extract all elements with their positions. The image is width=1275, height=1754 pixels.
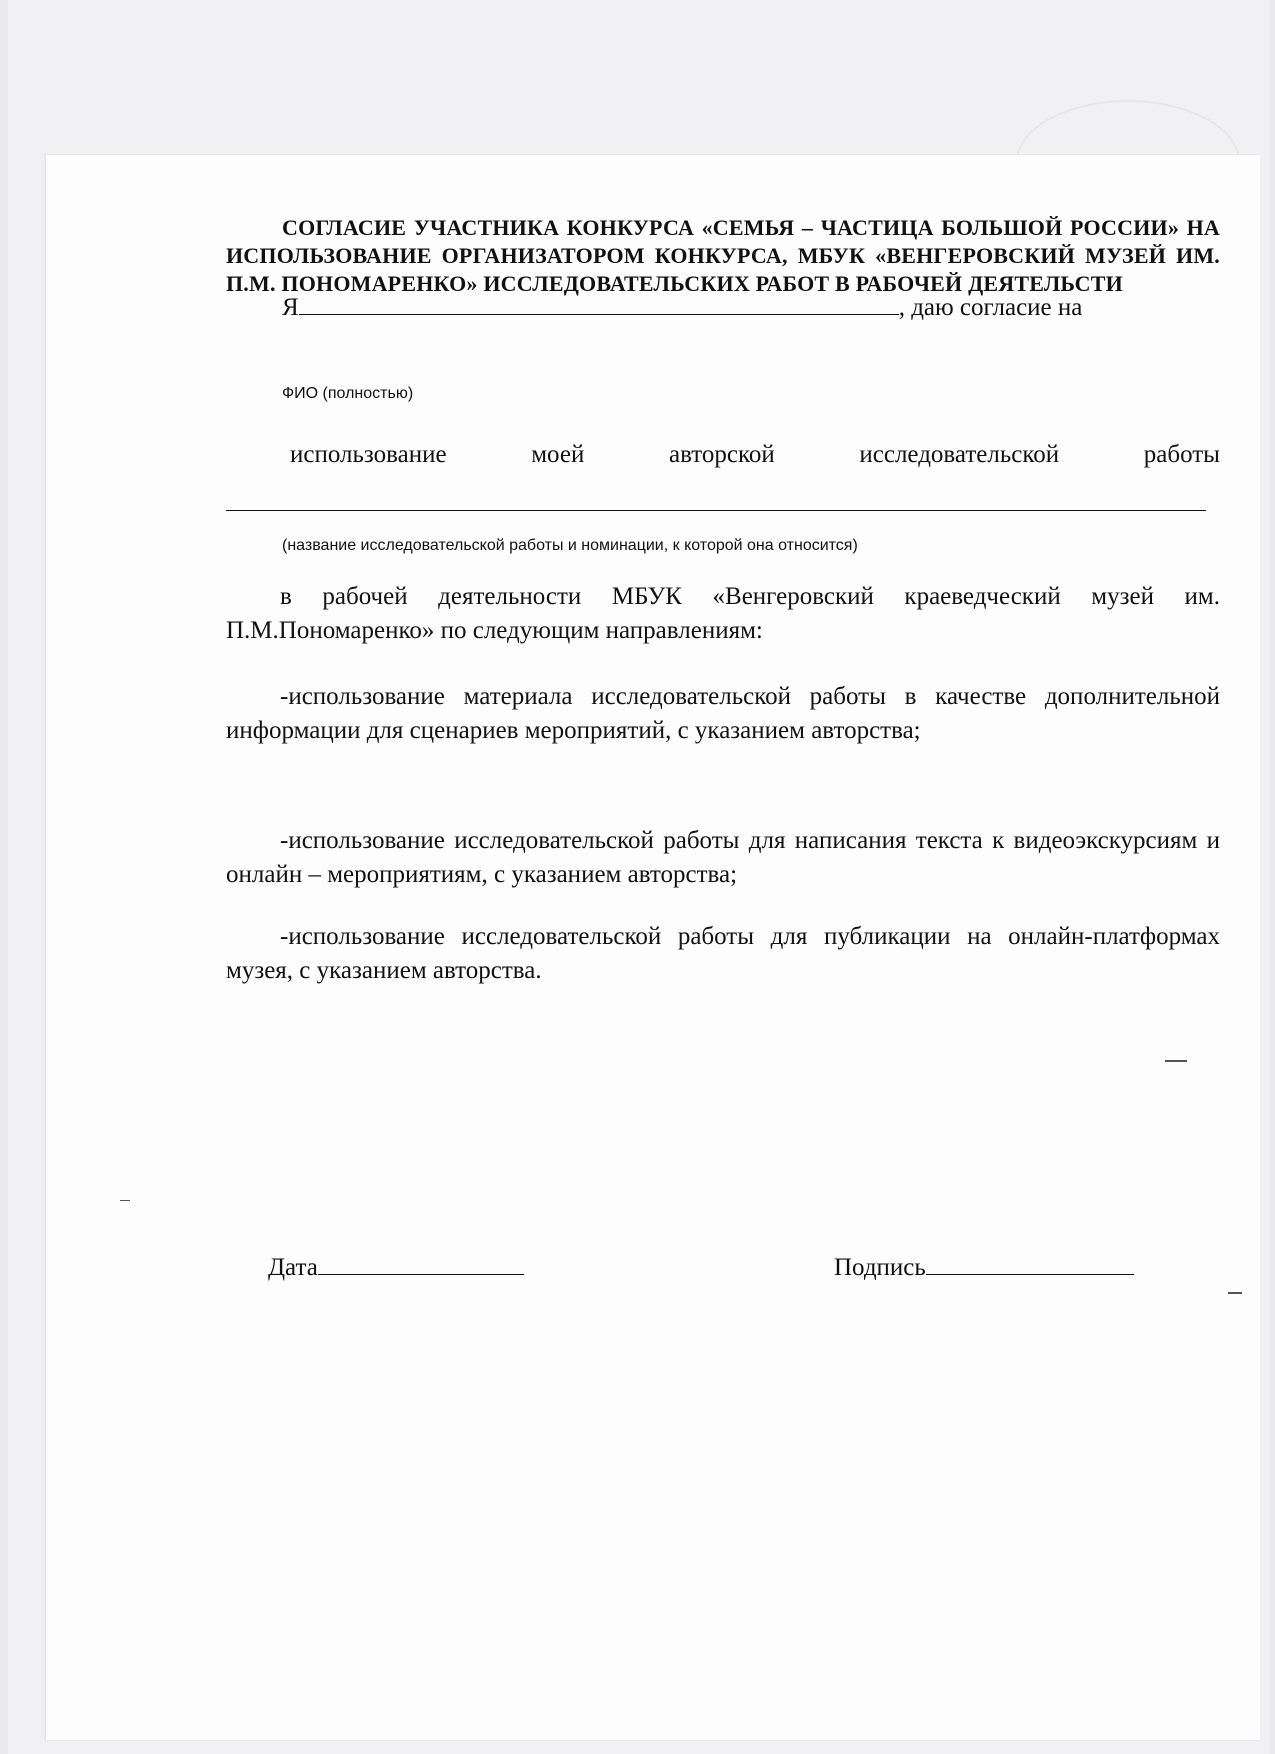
consent-line [282,292,1082,323]
scan-speck [120,1200,130,1201]
signature-label: Подпись [834,1254,926,1281]
scan-speck [1228,1292,1242,1294]
usage-word-3: авторской [668,441,775,468]
paragraph-item-1 [226,680,1220,748]
paragraph-item-2 [226,824,1220,892]
paragraph-intro [226,580,1220,648]
para-item3-text: -использование исследовательской работы для публикации на онлайн-платформах музея, с указанием авторства. [226,923,1220,984]
usage-line [290,440,1220,470]
scan-speck [1165,1060,1187,1062]
date-label: Дата [268,1254,318,1281]
usage-word-5: работы [1143,441,1220,468]
signature-field [834,1252,1134,1283]
title-text: СОГЛАСИЕ УЧАСТНИКА КОНКУРСА «СЕМЬЯ – ЧАСТИЦА БОЛЬШОЙ РОССИИ» НА ИСПОЛЬЗОВАНИЕ ОРГАНИЗАТОРОМ КОНКУРСА, МБУК «ВЕНГЕРОВСКИЙ МУЗЕЙ ИМ. П.М. ПОНОМАРЕНКО» ИССЛЕДОВАТЕЛЬСКИХ РАБОТ В РАБОЧЕЙ ДЕЯТЕЛЬСТИ [226,215,1220,296]
i-label: Я [282,294,299,321]
work-title-blank[interactable] [226,510,1206,511]
signature-blank[interactable] [926,1252,1134,1275]
full-name-blank[interactable] [299,292,899,315]
paragraph-item-3 [226,920,1220,988]
date-field [268,1252,524,1283]
fio-caption: ФИО (полностью) [282,385,414,402]
para-item1-text: -использование материала исследовательской работы в качестве дополнительной информации для сценариев мероприятий, с указанием авторства; [226,683,1220,744]
consent-suffix: , даю согласие на [898,294,1083,321]
date-blank[interactable] [318,1252,524,1275]
usage-word-4: исследовательской [859,441,1060,468]
document-title [226,214,1220,298]
usage-word-1: использование [290,441,447,468]
para-item2-text: -использование исследовательской работы для написания текста к видеоэкскурсиям и онлайн – мероприятиям, с указанием авторства; [226,827,1220,888]
para-intro-text: в рабочей деятельности МБУК «Венгеровский краеведческий музей им. П.М.Пономаренко» по следующим направлениям: [226,583,1220,644]
usage-word-2: моей [531,441,585,468]
work-caption: (название исследовательской работы и номинации, к которой она относится) [282,537,858,554]
